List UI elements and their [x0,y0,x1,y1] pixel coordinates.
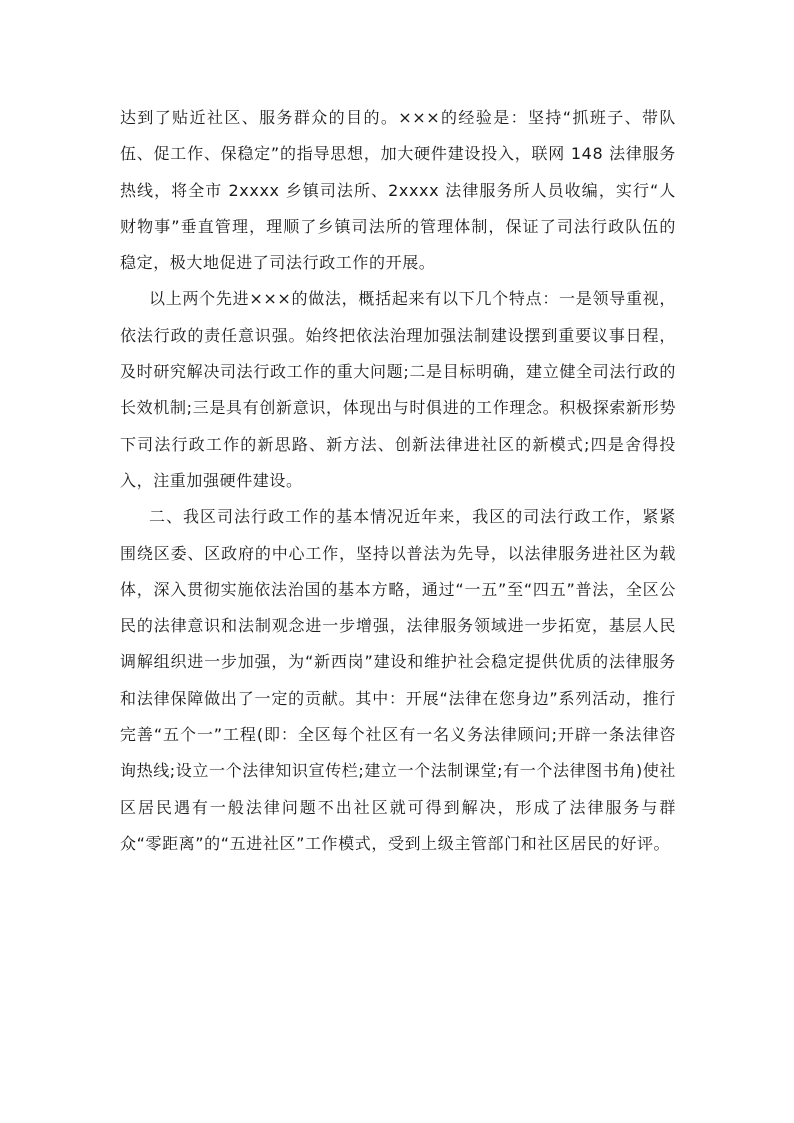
document-body [120,100,676,862]
paragraph-1: 达到了贴近社区、服务群众的目的。×××的经验是：坚持“抓班子、带队伍、促工作、保稳定”的指导思想，加大硬件建设投入，联网 148 法律服务热线，将全市 2xxxx 乡镇司法所、2xxxx 法律服务所人员收编，实行“人财物事”垂直管理，理顺了乡镇司法所的管理体制，保证了司法行政队伍的稳定，极大地促进了司法行政工作的开展。 [120,108,676,273]
paragraph-3: 二、我区司法行政工作的基本情况近年来，我区的司法行政工作，紧紧围绕区委、区政府的中心工作，坚持以普法为先导，以法律服务进社区为载体，深入贯彻实施依法治国的基本方略，通过“一五”至“四五”普法，全区公民的法律意识和法制观念进一步增强，法律服务领域进一步拓宽，基层人民调解组织进一步加强，为“新西岗”建设和维护社会稳定提供优质的法律服务和法律保障做出了一定的贡献。其中：开展“法律在您身边”系列活动，推行完善“五个一”工程(即：全区每个社区有一名义务法律顾问;开辟一条法律咨询热线;设立一个法律知识宣传栏;建立一个法制课堂;有一个法律图书角)使社区居民遇有一般法律问题不出社区就可得到解决，形成了法律服务与群众“零距离”的“五进社区”工作模式，受到上级主管部门和社区居民的好评。 [120,507,677,853]
paragraph-2: 以上两个先进×××的做法，概括起来有以下几个特点：一是领导重视，依法行政的责任意识强。始终把依法治理加强法制建设摆到重要议事日程，及时研究解决司法行政工作的重大问题;二是目标明确，建立健全司法行政的长效机制;三是具有创新意识，体现出与时俱进的工作理念。积极探索新形势下司法行政工作的新思路、新方法、创新法律进社区的新模式;四是舍得投入，注重加强硬件建设。 [120,289,676,490]
